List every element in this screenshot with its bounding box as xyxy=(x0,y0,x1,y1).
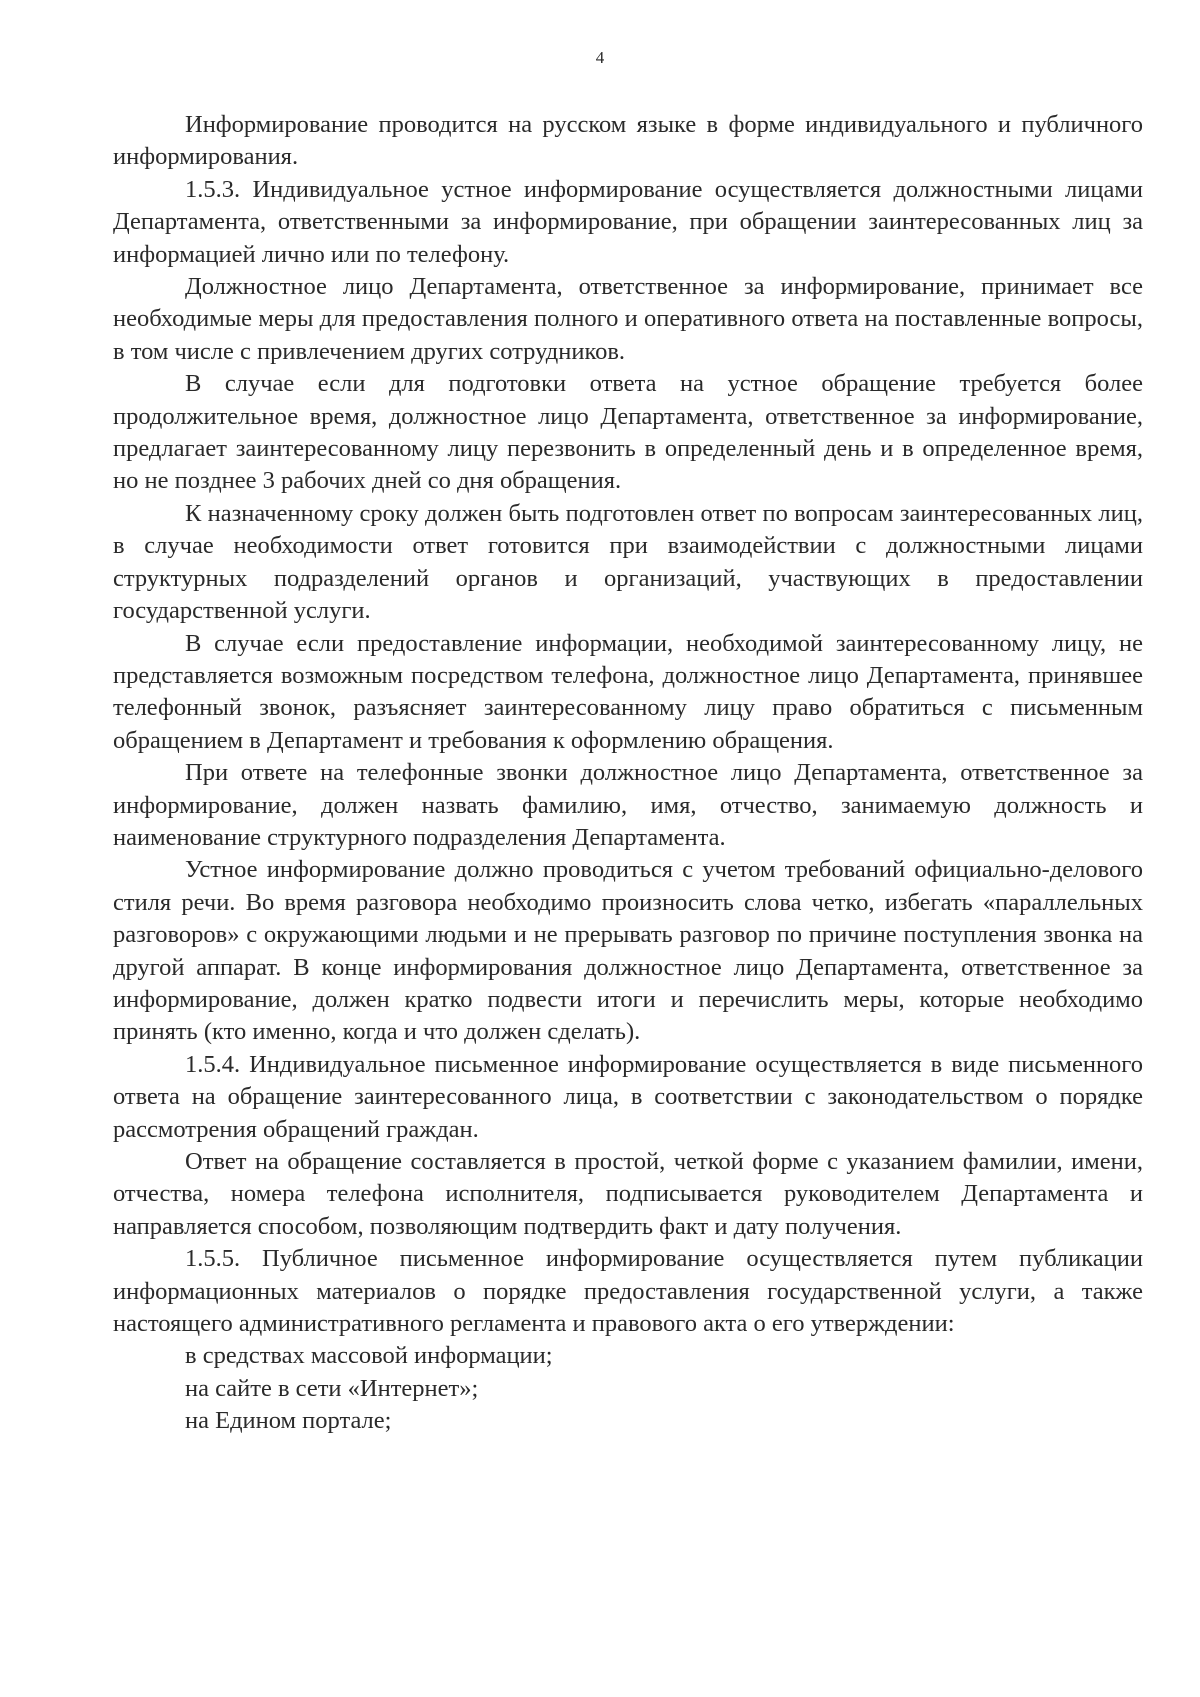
paragraph: Ответ на обращение составляется в простой, четкой форме с указанием фамилии, имени, отчества, номера телефона исполнителя, подписывается руководителем Департамента и направляется способом, позволяющим подтвердить факт и дату получения. xyxy=(113,1148,1143,1240)
paragraph-1-5-3: 1.5.3. Индивидуальное устное информирование осуществляется должностными лицами Департамента, ответственными за информирование, при обращении заинтересованных лиц за информацией лично или по телефону. xyxy=(113,175,1143,268)
paragraph: В случае если предоставление информации, необходимой заинтересованному лицу, не представляется возможным посредством телефона, должностное лицо Департамента, принявшее телефонный звонок, разъясняет заинтересованному лицу право обратиться с письменным обращением в Департамент и требования к оформлению обращения. xyxy=(113,629,1143,754)
paragraph-1-5-4: 1.5.4. Индивидуальное письменное информирование осуществляется в виде письменного ответа на обращение заинтересованного лица, в соответствии с законодательством о порядке рассмотрения обращений граждан. xyxy=(113,1050,1143,1143)
list-item: на сайте в сети «Интернет»; xyxy=(185,1374,479,1402)
paragraph: Устное информирование должно проводиться с учетом требований официально-делового стиля речи. Во время разговора необходимо произносить слова четко, избегать «параллельных разговоров» с окружающими людьми и не прерывать разговор по причине поступления звонка на другой аппарат. В конце информирования должностное лицо Департамента, ответственное за информирование, должен кратко подвести итоги и перечислить меры, которые необходимо принять (кто именно, когда и что должен сделать). xyxy=(113,856,1143,1046)
paragraph: Должностное лицо Департамента, ответственное за информирование, принимает все необходимые меры для предоставления полного и оперативного ответа на поставленные вопросы, в том числе с привлечением других сотрудников. xyxy=(113,273,1143,365)
paragraph: Информирование проводится на русском языке в форме индивидуального и публичного информирования. xyxy=(113,111,1143,171)
page-number: 4 xyxy=(595,48,605,67)
list-item: на Едином портале; xyxy=(185,1407,392,1435)
paragraph: К назначенному сроку должен быть подготовлен ответ по вопросам заинтересованных лиц, в случае необходимости ответ готовится при взаимодействии с должностными лицами структурных подразделений органов и организаций, участвующих в предоставлении государственной услуги. xyxy=(113,499,1143,625)
paragraph-1-5-5: 1.5.5. Публичное письменное информирование осуществляется путем публикации информационных материалов о порядке предоставления государственной услуги, а также настоящего административного регламента и правового акта о его утверждении: xyxy=(113,1245,1143,1338)
paragraph: В случае если для подготовки ответа на устное обращение требуется более продолжительное время, должностное лицо Департамента, ответственное за информирование, предлагает заинтересованному лицу перезвонить в определенный день и в определенное время, но не позднее 3 рабочих дней со дня обращения. xyxy=(113,370,1143,495)
list-item: в средствах массовой информации; xyxy=(185,1342,553,1370)
document-body xyxy=(113,109,1143,1438)
paragraph: При ответе на телефонные звонки должностное лицо Департамента, ответственное за информирование, должен назвать фамилию, имя, отчество, занимаемую должность и наименование структурного подразделения Департамента. xyxy=(113,759,1143,851)
